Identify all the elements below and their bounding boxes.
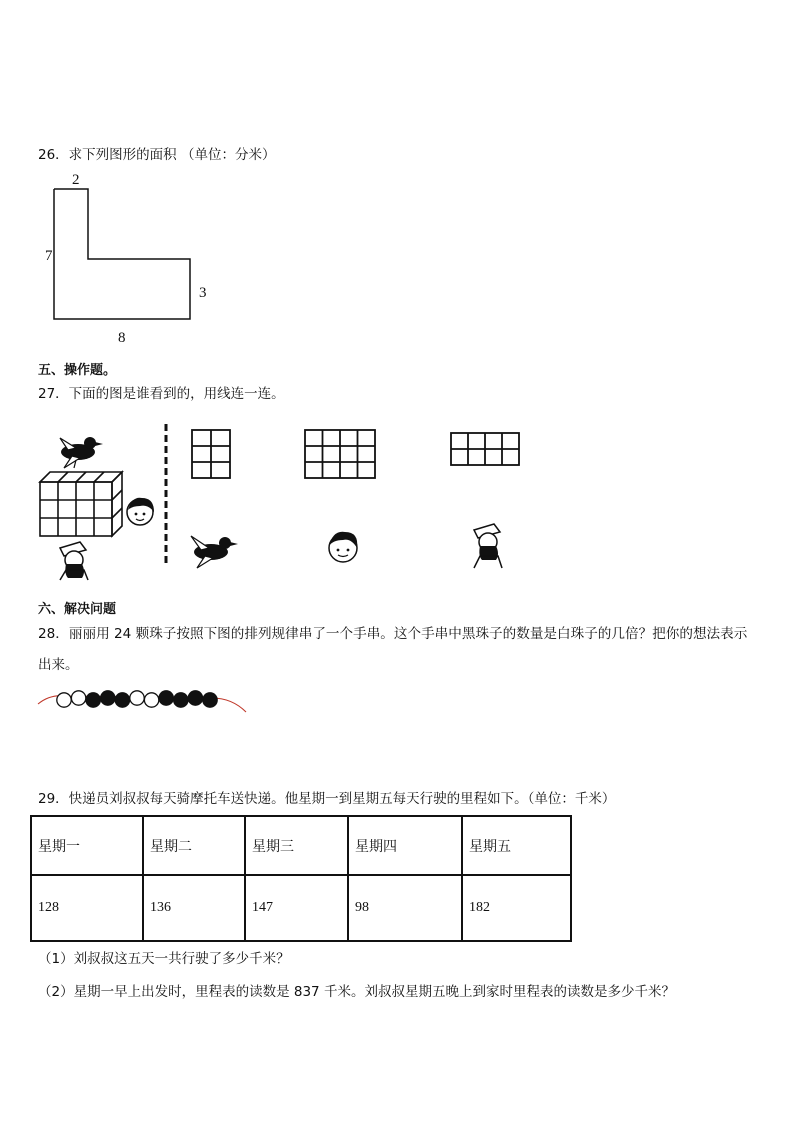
q27-scene xyxy=(34,430,164,590)
section6-title: 六、解决问题 xyxy=(38,602,117,617)
section5-title: 五、操作题。 xyxy=(38,363,117,378)
header-cell: 星期二 xyxy=(143,816,245,875)
l-shape-outline xyxy=(54,189,190,319)
q26-text: 26．求下列图形的面积 （单位：分米） xyxy=(38,147,276,163)
black-bead xyxy=(159,691,173,705)
cube-block xyxy=(40,472,122,536)
person-icon-bottom xyxy=(470,522,510,572)
view-grid-4x2 xyxy=(449,431,523,469)
header-cell: 星期四 xyxy=(348,816,462,875)
l-shape-figure xyxy=(36,170,226,350)
black-bead xyxy=(86,693,100,707)
q29-sub1: （1）刘叔叔这五天一共行驶了多少千米？ xyxy=(38,951,290,967)
q28-line1: 28．丽丽用 24 颗珠子按照下图的排列规律串了一个手串。这个手串中黑珠子的数量是白珠子的几倍？把你的想法表示 xyxy=(38,626,748,642)
q27-text: 27．下面的图是谁看到的，用线连一连。 xyxy=(38,386,285,402)
white-bead xyxy=(130,691,144,705)
white-bead xyxy=(57,693,71,707)
table-row xyxy=(31,875,571,941)
value-cell: 98 xyxy=(348,875,462,941)
dashed-divider xyxy=(162,424,170,564)
white-bead xyxy=(144,693,158,707)
label-bottom: 8 xyxy=(118,330,126,346)
label-right: 3 xyxy=(199,285,207,301)
header-cell: 星期三 xyxy=(245,816,348,875)
value-cell: 182 xyxy=(462,875,571,941)
q29-sub2: （2）星期一早上出发时，里程表的读数是 837 千米。刘叔叔星期五晚上到家时里程表的读数是多少千米？ xyxy=(38,984,675,1000)
black-bead xyxy=(203,693,217,707)
view-grid-4x3 xyxy=(303,428,379,482)
black-bead xyxy=(101,691,115,705)
bird-icon xyxy=(60,437,103,468)
q28-line2: 出来。 xyxy=(38,657,79,673)
label-left: 7 xyxy=(45,248,53,264)
table-header-row xyxy=(31,816,571,875)
black-bead xyxy=(174,693,188,707)
header-cell: 星期五 xyxy=(462,816,571,875)
child-icon-bottom xyxy=(325,528,365,568)
bead-string xyxy=(36,684,250,718)
mileage-table xyxy=(30,815,572,942)
value-cell: 147 xyxy=(245,875,348,941)
q29-text: 29．快递员刘叔叔每天骑摩托车送快递。他星期一到星期五每天行驶的里程如下。（单位：千米） xyxy=(38,791,616,807)
bird-icon-bottom xyxy=(185,530,241,570)
header-cell: 星期一 xyxy=(31,816,143,875)
white-bead xyxy=(71,691,85,705)
person-icon xyxy=(60,542,88,580)
label-top: 2 xyxy=(72,172,80,188)
child-icon xyxy=(127,498,154,525)
black-bead xyxy=(115,693,129,707)
black-bead xyxy=(188,691,202,705)
value-cell: 128 xyxy=(31,875,143,941)
value-cell: 136 xyxy=(143,875,245,941)
view-grid-2x3 xyxy=(190,428,234,482)
